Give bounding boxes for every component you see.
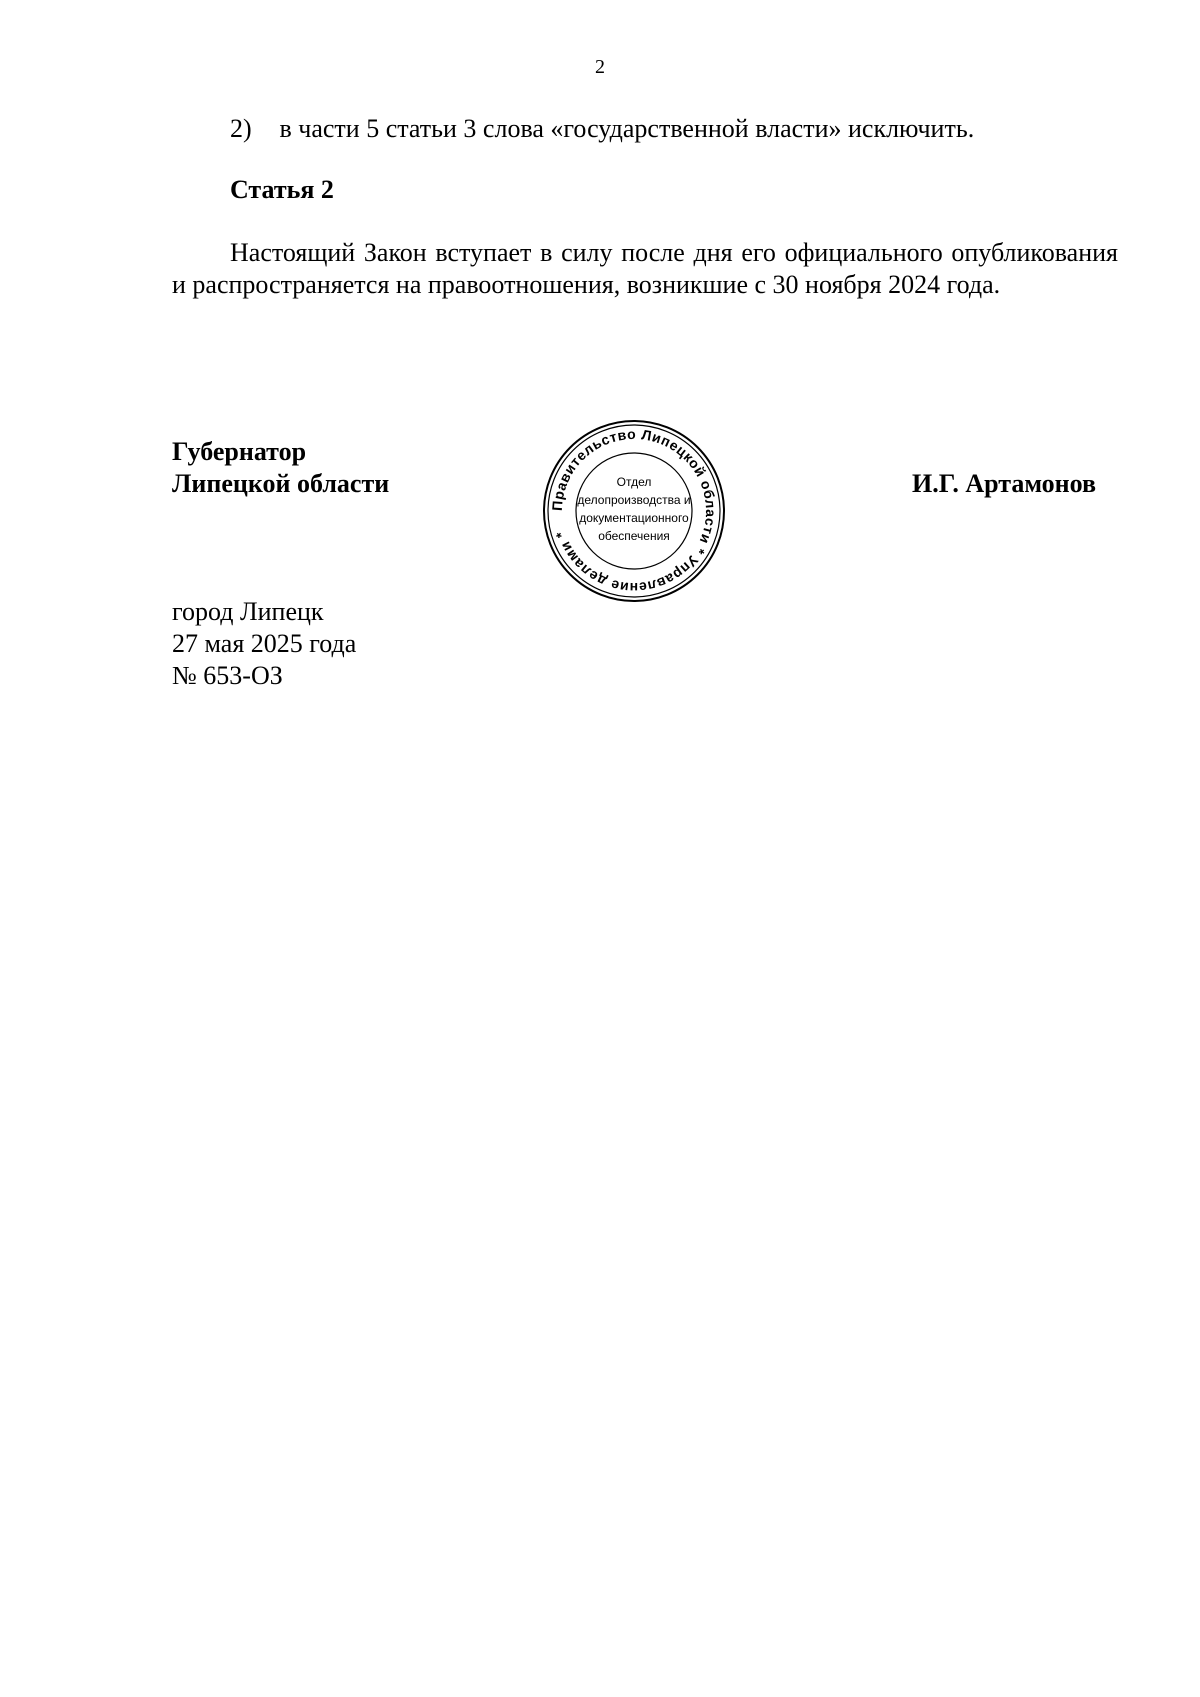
list-item-number: 2) (230, 114, 252, 143)
signatory-title-line1: Губернатор (172, 437, 307, 466)
signatory-title-line2: Липецкой области (172, 469, 390, 498)
page-number: 2 (595, 56, 605, 78)
list-item-2 (230, 114, 974, 144)
document-footer (172, 596, 356, 692)
footer-number: № 653-ОЗ (172, 661, 283, 690)
stamp-outer-text: Правительство Липецкой области * Управление делами * (548, 425, 720, 597)
stamp-center-line2: делопроизводства и (577, 493, 691, 507)
footer-date: 27 мая 2025 года (172, 629, 357, 658)
list-item-text: в части 5 статьи 3 слова «государственной власти» исключить. (279, 114, 975, 143)
stamp-center-line1: Отдел (616, 475, 652, 489)
official-stamp (541, 418, 727, 604)
stamp-seal-icon (541, 418, 727, 604)
signatory-title (172, 436, 389, 500)
signatory-name: И.Г. Артамонов (912, 469, 1097, 498)
footer-city: город Липецк (172, 597, 324, 626)
stamp-center-line3: документационного (579, 511, 689, 525)
article-body: Настоящий Закон вступает в силу после дня его официального опубликования и распространяется на правоотношения, возникшие с 30 ноября 2024 года. (172, 238, 1118, 299)
stamp-center-line4: обеспечения (598, 529, 670, 543)
article-heading: Статья 2 (230, 175, 334, 204)
